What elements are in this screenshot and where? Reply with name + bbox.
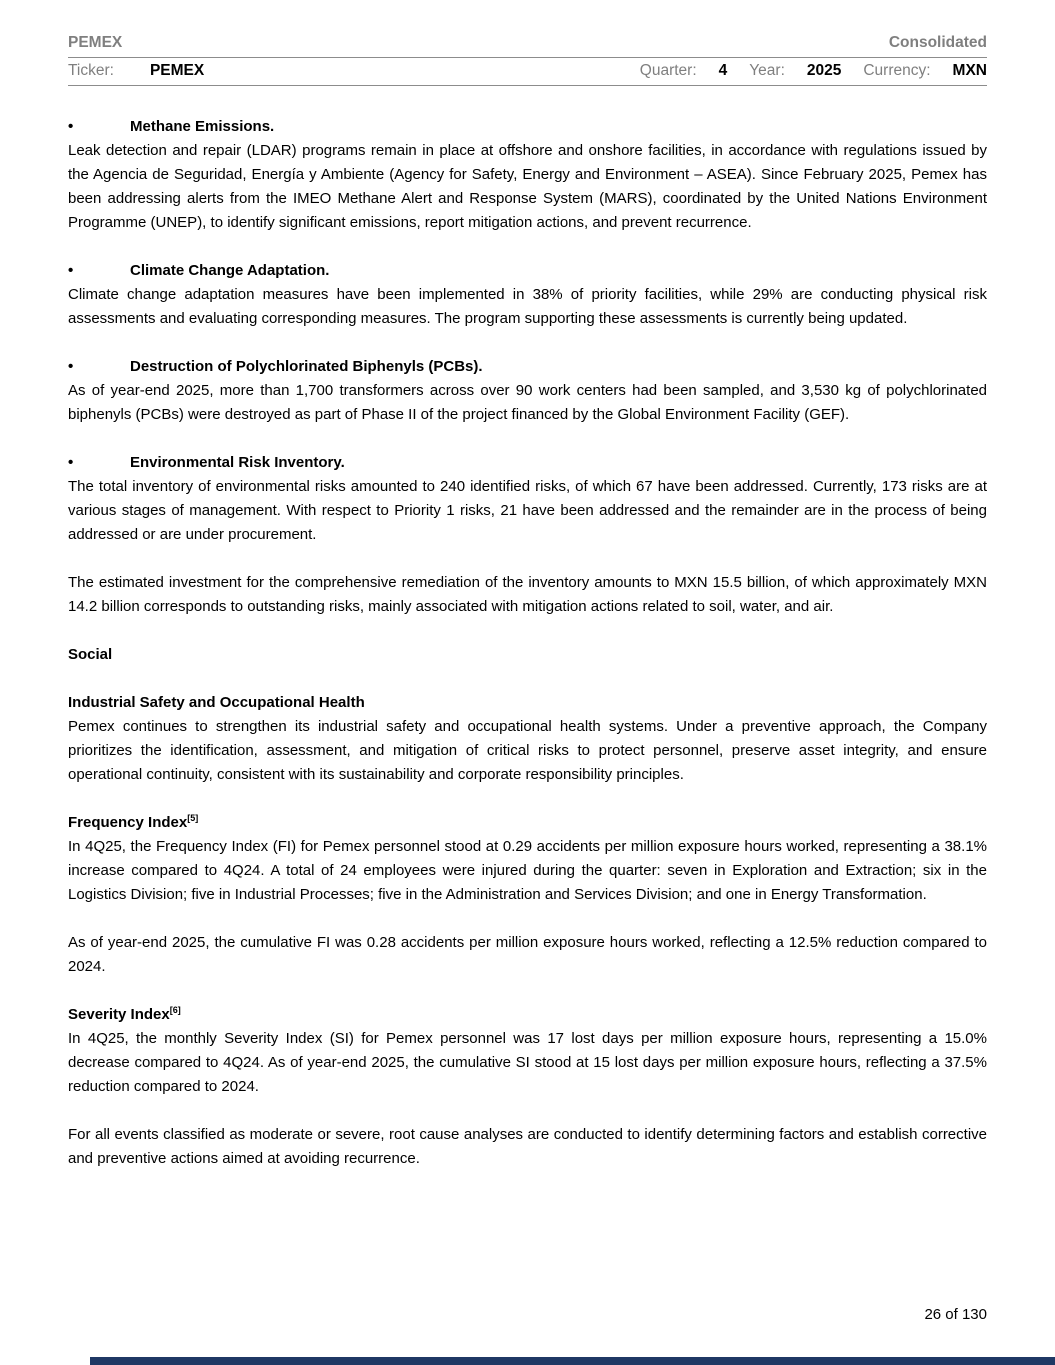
section-heading-severity-index (68, 1003, 987, 1027)
paragraph-climate-change-adaptation: Climate change adaptation measures have been implemented in 38% of priority facilities, while 29% are conducting physical risk assessments and evaluating corresponding measures. The program supporting these assessments is currently being updated. (68, 286, 987, 327)
paragraph-remediation-investment: The estimated investment for the comprehensive remediation of the inventory amounts to MXN 15.5 billion, of which approximately MXN 14.2 billion corresponds to outstanding risks, mainly associated with mitigation actions related to soil, water, and air. (68, 574, 987, 615)
document-body (68, 115, 987, 1171)
bullet-heading-label: Destruction of Polychlorinated Biphenyls (PCBs). (130, 358, 483, 375)
bullet-marker: • (68, 262, 74, 279)
section-heading-industrial-safety: Industrial Safety and Occupational Health (68, 694, 365, 711)
paragraph-frequency-index-quarter: In 4Q25, the Frequency Index (FI) for Pemex personnel stood at 0.29 accidents per million exposure hours worked, representing a 38.1% increase compared to 4Q24. A total of 24 employees were injured during the quarter: seven in Exploration and Extraction; six in the Logistics Division; five in Industrial Processes; five in the Administration and Services Division; and one in Energy Transformation. (68, 838, 987, 903)
report-scope: Consolidated (888, 34, 987, 51)
bullet-marker: • (68, 118, 74, 135)
ticker-value: PEMEX (149, 62, 205, 79)
section-heading-frequency-index (68, 811, 987, 835)
page-number: 26 of 130 (924, 1306, 987, 1323)
paragraph-industrial-safety: Pemex continues to strengthen its industrial safety and occupational health systems. Under a preventive approach, the Company prioritizes the identification, assessment, and mitigation of critical risks to protect personnel, preserve asset integrity, and ensure operational continuity, consistent with its sustainability and corporate responsibility principles. (68, 718, 987, 783)
year-label: Year: (749, 62, 785, 79)
page-header (68, 34, 987, 86)
paragraph-methane-emissions: Leak detection and repair (LDAR) programs remain in place at offshore and onshore facilities, in accordance with regulations issued by the Agencia de Seguridad, Energía y Ambiente (Agency for Safety, Energy and Environment – ASEA). Since February 2025, Pemex has been addressing alerts from the IMEO Methane Alert and Response System (MARS), coordinated by the United Nations Environment Programme (UNEP), to identify significant emissions, report mitigation actions, and prevent recurrence. (68, 142, 987, 231)
footnote-marker: [6] (169, 1005, 181, 1015)
bullet-heading-label: Methane Emissions. (130, 118, 275, 135)
paragraph-risk-inventory: The total inventory of environmental risks amounted to 240 identified risks, of which 67 have been addressed. Currently, 173 risks are at various stages of management. With respect to Priority 1 risks, 21 have been addressed and the remainder are in the process of being addressed or are under procurement. (68, 478, 987, 543)
footnote-marker: [5] (187, 813, 199, 823)
frequency-index-title: Frequency Index (68, 814, 188, 831)
bullet-marker: • (68, 454, 74, 471)
header-meta-row (68, 58, 987, 86)
paragraph-pcb-destruction: As of year-end 2025, more than 1,700 transformers across over 90 work centers had been sampled, and 3,530 kg of polychlorinated biphenyls (PCBs) were destroyed as part of Phase II of the project financed by the Global Environment Facility (GEF). (68, 382, 987, 423)
bullet-heading-pcb-destruction (68, 355, 987, 379)
paragraph-severity-index: In 4Q25, the monthly Severity Index (SI) for Pemex personnel was 17 lost days per million exposure hours, representing a 15.0% decrease compared to 4Q24. As of year-end 2025, the cumulative SI stood at 15 lost days per million exposure hours, reflecting a 37.5% reduction compared to 2024. (68, 1030, 987, 1095)
section-heading-social: Social (68, 646, 113, 663)
quarter-value: 4 (718, 62, 728, 79)
ticker-group (68, 62, 204, 80)
currency-label: Currency: (863, 62, 931, 79)
year-value: 2025 (806, 62, 842, 79)
paragraph-frequency-index-cumulative: As of year-end 2025, the cumulative FI was 0.28 accidents per million exposure hours worked, reflecting a 12.5% reduction compared to 2024. (68, 934, 987, 975)
header-title-row (68, 34, 987, 58)
bullet-heading-methane-emissions (68, 115, 987, 139)
bottom-accent-bar (90, 1357, 1055, 1365)
bullet-heading-label: Environmental Risk Inventory. (130, 454, 345, 471)
ticker-label: Ticker: (68, 62, 114, 79)
company-name: PEMEX (68, 34, 123, 51)
bullet-heading-environmental-risk-inventory (68, 451, 987, 475)
bullet-marker: • (68, 358, 74, 375)
quarter-label: Quarter: (639, 62, 697, 79)
severity-index-title: Severity Index (68, 1006, 170, 1023)
currency-value: MXN (952, 62, 987, 79)
period-group (640, 62, 987, 80)
paragraph-root-cause-analyses: For all events classified as moderate or severe, root cause analyses are conducted to identify determining factors and establish corrective and preventive actions aimed at avoiding recurrence. (68, 1126, 987, 1167)
bullet-heading-climate-change-adaptation (68, 259, 987, 283)
bullet-heading-label: Climate Change Adaptation. (130, 262, 330, 279)
